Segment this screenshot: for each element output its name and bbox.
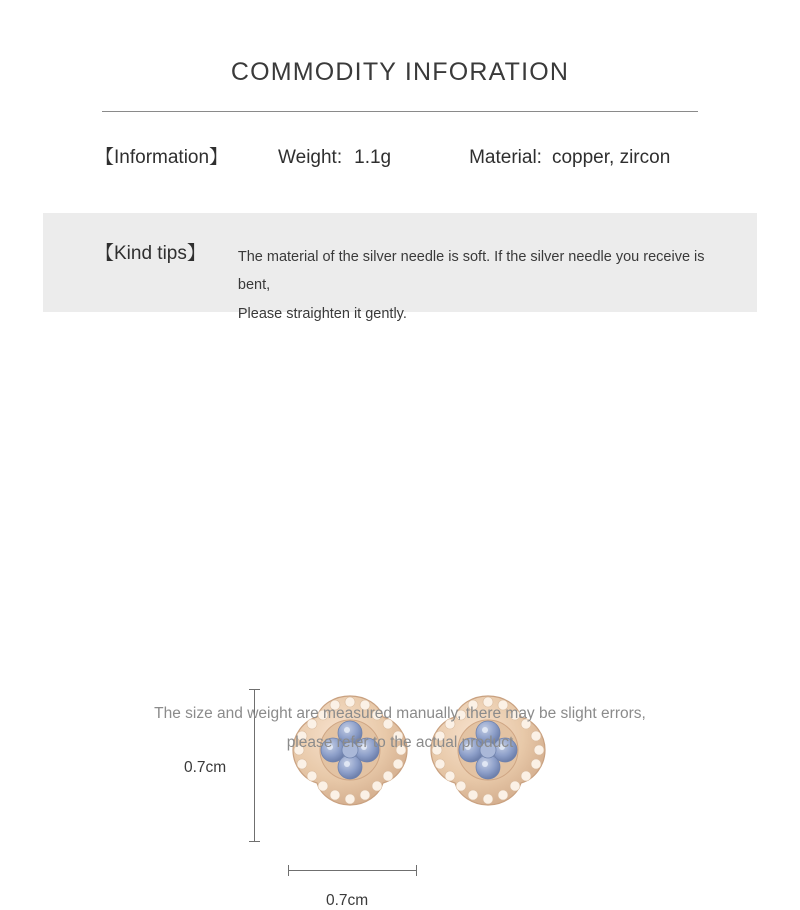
width-measure-label: 0.7cm — [326, 892, 369, 909]
vertical-measure-cap-top — [249, 689, 260, 690]
information-label: 【Information】 — [95, 147, 229, 168]
material-field — [469, 147, 670, 169]
weight-field — [278, 147, 391, 169]
weight-value: 1.1g — [354, 147, 392, 168]
horizontal-measure-cap-right — [416, 865, 417, 876]
kind-tips-label: 【Kind tips】 — [95, 243, 206, 264]
material-value: copper, zircon — [551, 147, 671, 168]
information-row — [0, 112, 800, 169]
disclaimer-line-2: please refer to the actual product — [286, 733, 514, 751]
disclaimer — [0, 700, 800, 757]
kind-tips-line-2: Please straighten it gently. — [237, 305, 407, 322]
material-label: Material: — [469, 147, 542, 168]
weight-label: Weight: — [278, 147, 343, 168]
page-title: COMMODITY INFORATION — [230, 58, 570, 86]
height-measure-label: 0.7cm — [184, 759, 227, 776]
horizontal-measure-cap-left — [288, 865, 289, 876]
vertical-measure-cap-bottom — [249, 841, 260, 842]
horizontal-measure-line — [288, 870, 416, 871]
kind-tips-line-1: The material of the silver needle is soft. If the silver needle you receive is bent, — [237, 249, 705, 294]
disclaimer-line-1: The size and weight are measured manually, there may be slight errors, — [154, 705, 646, 722]
